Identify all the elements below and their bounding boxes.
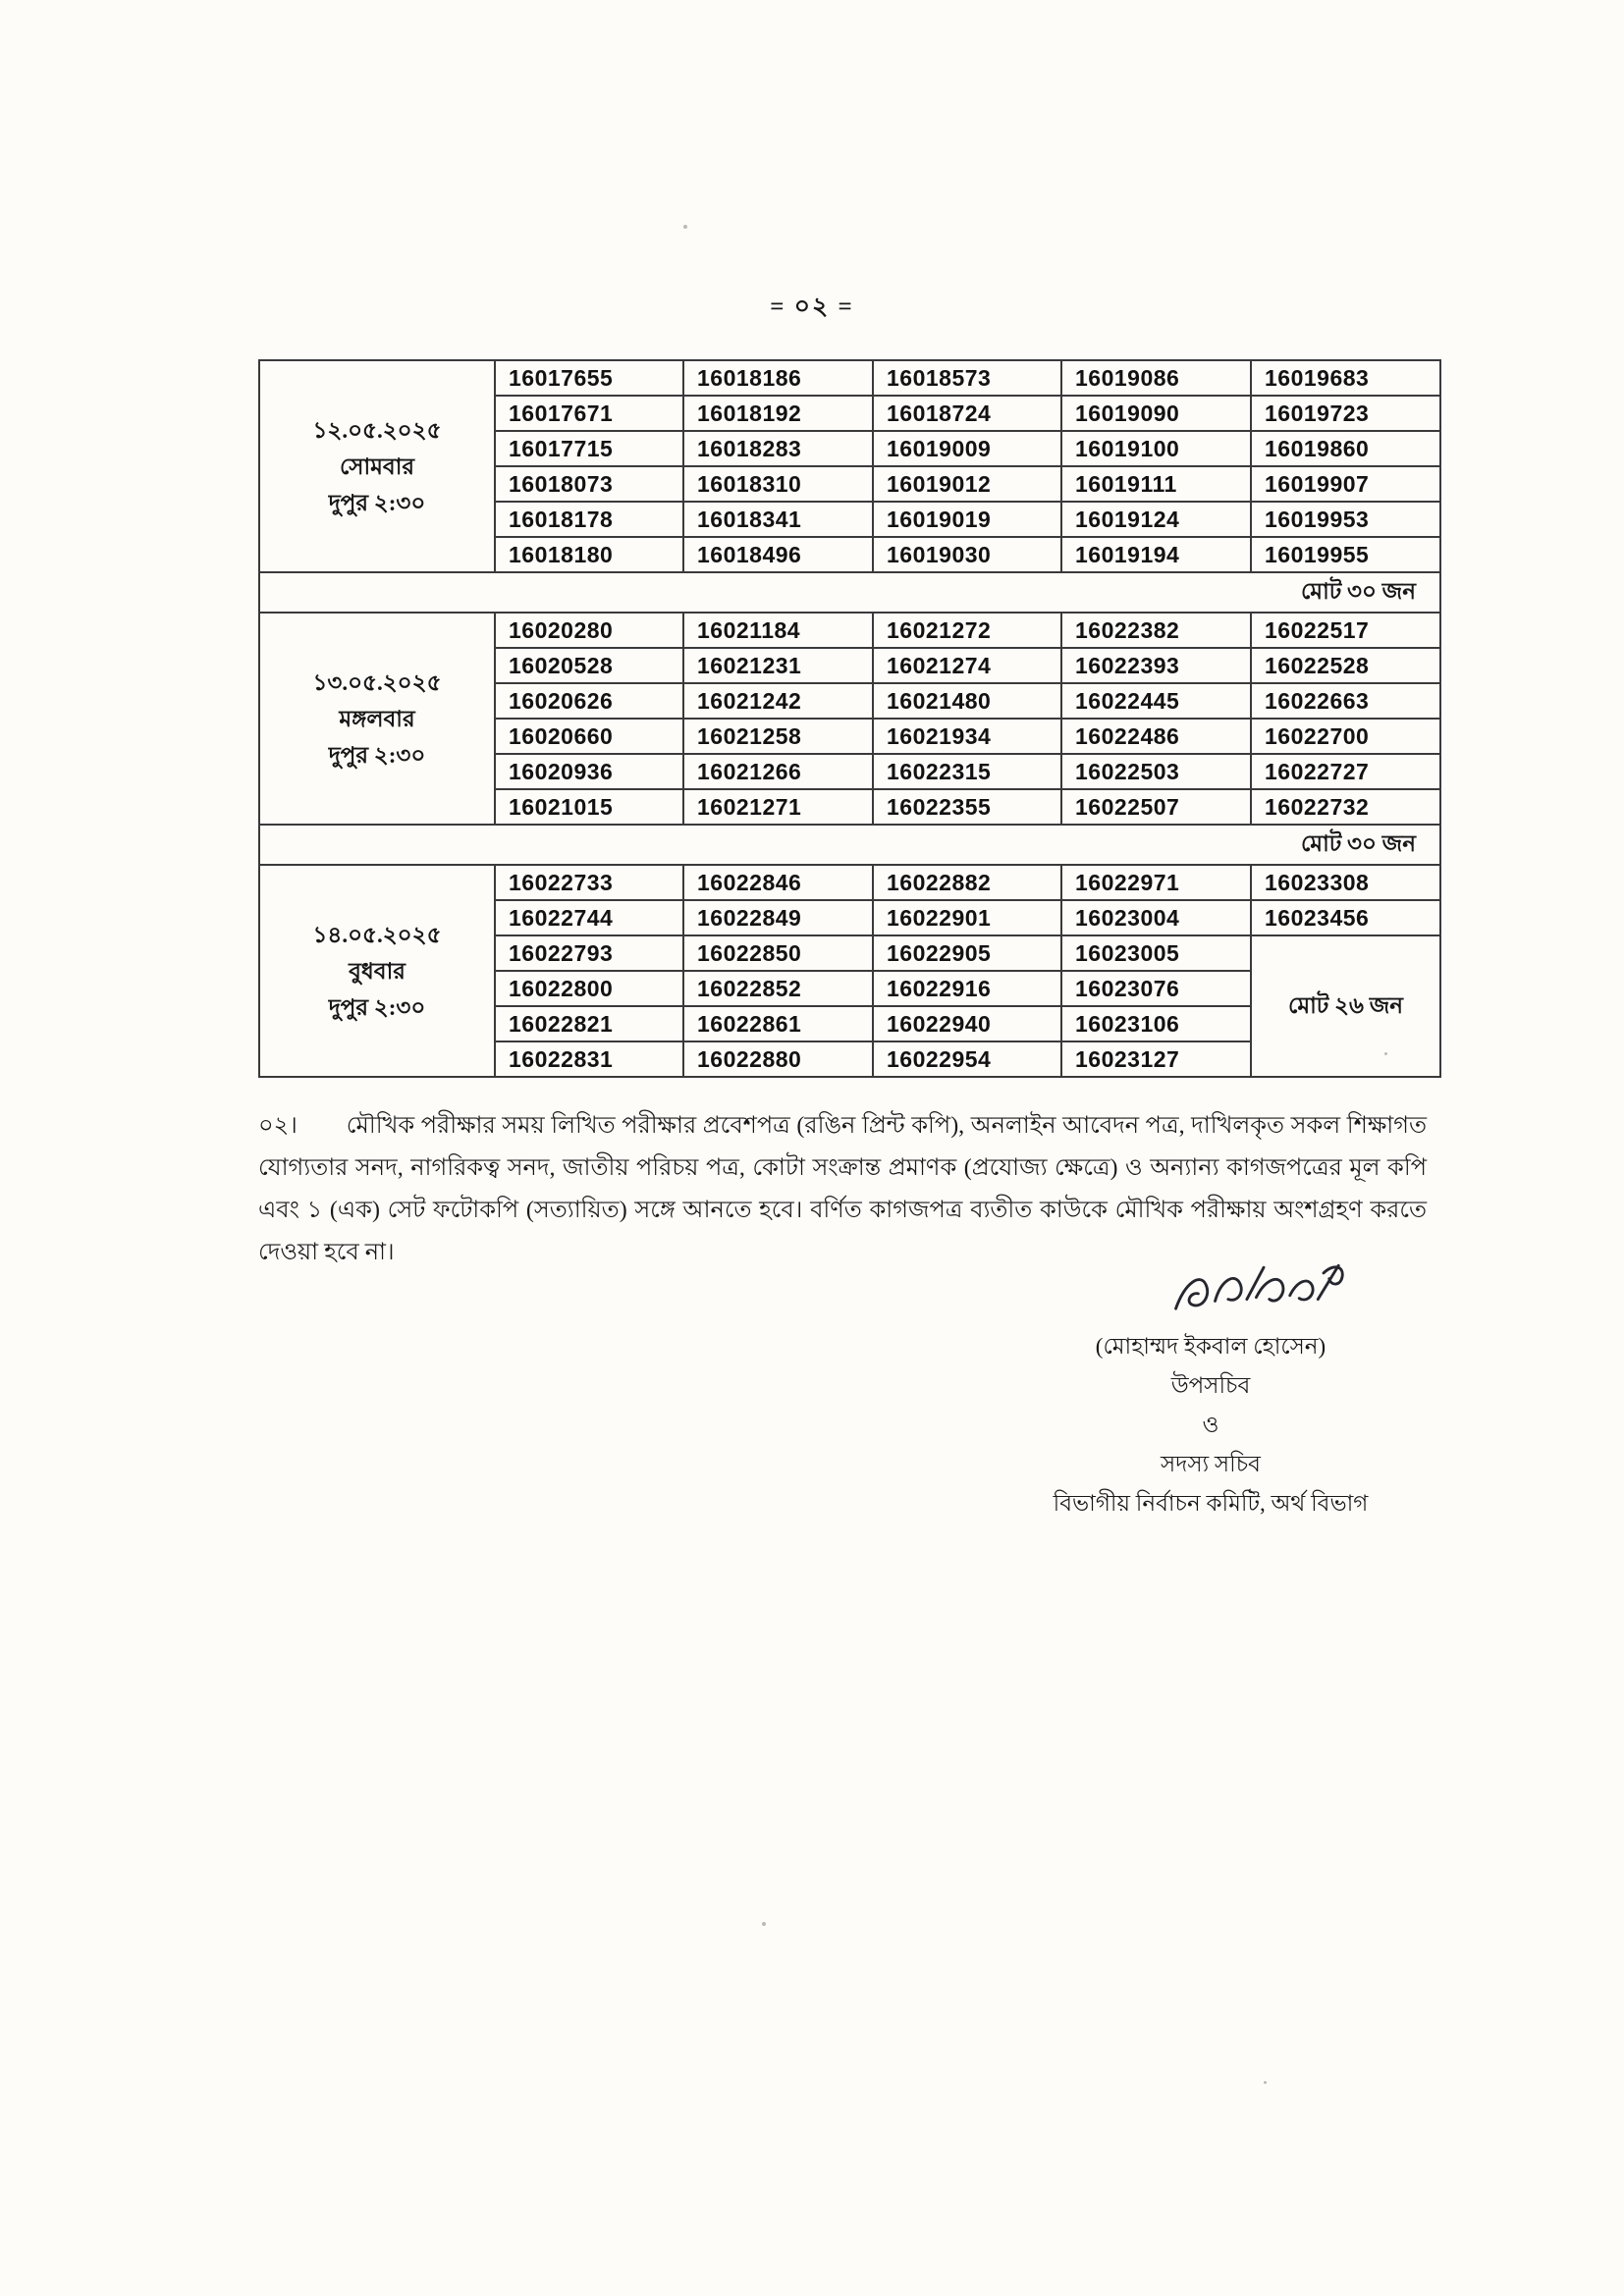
roll-number-cell: 16017715 [495,431,683,466]
roll-number-cell: 16022954 [873,1041,1061,1077]
roll-number-cell: 16023106 [1061,1006,1251,1041]
date-cell-line: মঙ্গলবার [339,706,415,731]
roll-number-cell: 16022880 [683,1041,873,1077]
roll-number-cell: 16019009 [873,431,1061,466]
schedule-section [259,865,1440,1077]
roll-number-cell: 16017655 [495,360,683,396]
scan-speck [1264,2081,1267,2084]
table-row [259,865,1440,900]
roll-number-cell: 16022793 [495,935,683,971]
roll-number-cell: 16018341 [683,502,873,537]
date-cell [259,613,495,825]
roll-number-cell: 16019860 [1251,431,1440,466]
roll-number-cell: 16019194 [1061,537,1251,572]
roll-number-cell: 16022517 [1251,613,1440,648]
roll-number-cell: 16018573 [873,360,1061,396]
roll-number-cell: 16019723 [1251,396,1440,431]
roll-number-cell: 16021231 [683,648,873,683]
roll-number-cell: 16021274 [873,648,1061,683]
roll-number-cell: 16018496 [683,537,873,572]
date-cell [259,865,495,1077]
date-cell-line: ১৪.০৫.২০২৫ [312,922,442,947]
roll-number-cell: 16019111 [1061,466,1251,502]
roll-number-cell: 16019030 [873,537,1061,572]
roll-number-cell: 16018186 [683,360,873,396]
date-cell-line: দুপুর ২:৩০ [328,994,426,1020]
signature-block [965,1256,1456,1523]
roll-number-cell: 16022445 [1061,683,1251,719]
roll-number-cell: 16019019 [873,502,1061,537]
date-cell-line: ১২.০৫.২০২৫ [312,417,442,443]
roll-number-cell: 16022528 [1251,648,1440,683]
schedule-section [259,613,1440,865]
signatory-title-3: বিভাগীয় নির্বাচন কমিটি, অর্থ বিভাগ [1053,1491,1369,1516]
roll-number-cell: 16022382 [1061,613,1251,648]
roll-number-cell: 16023127 [1061,1041,1251,1077]
roll-number-cell: 16022733 [495,865,683,900]
roll-number-cell: 16022393 [1061,648,1251,683]
roll-number-cell: 16018073 [495,466,683,502]
date-cell [259,360,495,572]
schedule-section [259,360,1440,613]
roll-number-cell: 16022971 [1061,865,1251,900]
roll-number-cell: 16020626 [495,683,683,719]
signatory-title-1: উপসচিব [1170,1373,1251,1398]
roll-number-cell: 16019907 [1251,466,1440,502]
roll-number-cell: 16022850 [683,935,873,971]
section-total-cell: মোট ২৬ জন [1251,935,1440,1077]
roll-number-cell: 16020280 [495,613,683,648]
roll-number-cell: 16018724 [873,396,1061,431]
roll-number-cell: 16022727 [1251,754,1440,789]
roll-number-cell: 16021242 [683,683,873,719]
signatory-conjunction: ও [1202,1413,1219,1437]
date-cell-line: দুপুর ২:৩০ [328,490,426,515]
roll-number-cell: 16018180 [495,537,683,572]
roll-number-cell: 16021272 [873,613,1061,648]
roll-number-cell: 16022846 [683,865,873,900]
roll-number-cell: 16019086 [1061,360,1251,396]
roll-number-cell: 16021480 [873,683,1061,719]
roll-number-cell: 16023076 [1061,971,1251,1006]
roll-number-cell: 16023005 [1061,935,1251,971]
roll-number-cell: 16021184 [683,613,873,648]
roll-number-cell: 16020936 [495,754,683,789]
roll-number-cell: 16022732 [1251,789,1440,825]
roll-number-cell: 16018192 [683,396,873,431]
table-total-row [259,825,1440,865]
roll-number-cell: 16020528 [495,648,683,683]
date-cell-line: দুপুর ২:৩০ [328,742,426,768]
date-cell-line: সোমবার [339,454,415,479]
schedule-table [258,359,1441,1078]
section-total-cell: মোট ৩০ জন [259,572,1440,613]
roll-number-cell: 16022852 [683,971,873,1006]
table-row [259,613,1440,648]
roll-number-cell: 16021271 [683,789,873,825]
roll-number-cell: 16022821 [495,1006,683,1041]
roll-number-cell: 16019955 [1251,537,1440,572]
roll-number-cell: 16018178 [495,502,683,537]
roll-number-cell: 16022831 [495,1041,683,1077]
signatory-title-2: সদস্য সচিব [1161,1452,1261,1476]
roll-number-cell: 16023456 [1251,900,1440,935]
roll-number-cell: 16019953 [1251,502,1440,537]
roll-number-cell: 16022355 [873,789,1061,825]
roll-number-cell: 16022507 [1061,789,1251,825]
roll-number-cell: 16019090 [1061,396,1251,431]
roll-number-cell: 16018310 [683,466,873,502]
roll-number-cell: 16022744 [495,900,683,935]
roll-number-cell: 16021934 [873,719,1061,754]
scan-speck [762,1922,766,1926]
paragraph-text: মৌখিক পরীক্ষার সময় লিখিত পরীক্ষার প্রবেশপত্র (রঙিন প্রিন্ট কপি), অনলাইন আবেদন পত্র, দাখিলকৃত সকল শিক্ষাগত যোগ্যতার সনদ, নাগরিকত্ব সনদ, জাতীয় পরিচয় পত্র, কোটা সংক্রান্ত প্রমাণক (প্রযোজ্য ক্ষেত্রে) ও অন্যান্য কাগজপত্রের মূল কপি এবং ১ (এক) সেট ফটোকপি (সত্যায়িত) সঙ্গে আনতে হবে। বর্ণিত কাগজপত্র ব্যতীত কাউকে মৌখিক পরীক্ষায় অংশগ্রহণ করতে দেওয়া হবে না। [258,1113,1427,1265]
roll-number-cell: 16022916 [873,971,1061,1006]
roll-number-cell: 16018283 [683,431,873,466]
table-row [259,360,1440,396]
roll-number-cell: 16023308 [1251,865,1440,900]
signature-scribble-icon [1166,1256,1363,1325]
roll-number-cell: 16022940 [873,1006,1061,1041]
roll-number-cell: 16021258 [683,719,873,754]
roll-number-cell: 16022800 [495,971,683,1006]
scan-speck [1384,1052,1387,1055]
roll-number-cell: 16022315 [873,754,1061,789]
paragraph-number: ০২। [258,1113,298,1139]
roll-number-cell: 16022905 [873,935,1061,971]
roll-number-cell: 16022663 [1251,683,1440,719]
roll-number-cell: 16023004 [1061,900,1251,935]
date-cell-line: ১৩.০৫.২০২৫ [312,669,442,695]
roll-number-cell: 16022486 [1061,719,1251,754]
roll-number-cell: 16017671 [495,396,683,431]
page-number: = ০২ = [770,294,854,320]
roll-number-cell: 16022503 [1061,754,1251,789]
roll-number-cell: 16021015 [495,789,683,825]
roll-number-cell: 16022882 [873,865,1061,900]
roll-number-cell: 16019100 [1061,431,1251,466]
roll-number-cell: 16020660 [495,719,683,754]
section-total-cell: মোট ৩০ জন [259,825,1440,865]
roll-number-cell: 16019012 [873,466,1061,502]
roll-number-cell: 16022901 [873,900,1061,935]
instructions-paragraph [258,1105,1427,1274]
roll-number-cell: 16022700 [1251,719,1440,754]
roll-number-cell: 16021266 [683,754,873,789]
roll-number-cell: 16019124 [1061,502,1251,537]
scan-speck [683,225,687,229]
signatory-name: (মোহাম্মদ ইকবাল হোসেন) [1095,1334,1326,1359]
table-total-row [259,572,1440,613]
date-cell-line: বুধবার [349,958,406,984]
roll-number-cell: 16019683 [1251,360,1440,396]
roll-number-cell: 16022861 [683,1006,873,1041]
roll-number-cell: 16022849 [683,900,873,935]
